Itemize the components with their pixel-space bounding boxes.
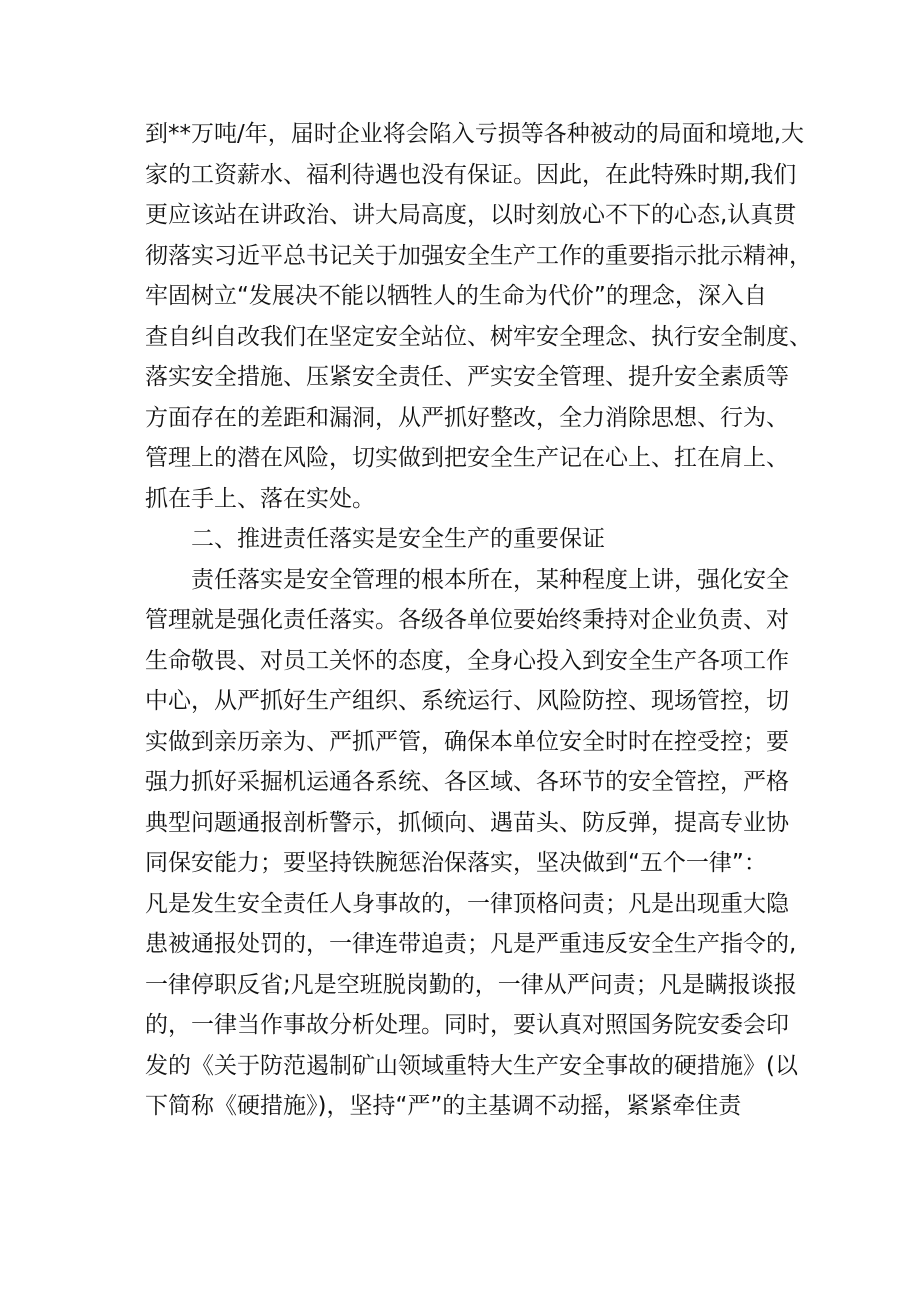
text-line: 彻落实习近平总书记关于加强安全生产工作的重要指示批示精神， [145, 242, 812, 269]
text-line: 发的《关于防范遏制矿山领域重特大生产安全事故的硬措施》(以 [145, 1052, 798, 1079]
text-line: 典型问题通报剖析警示，抓倾向、遇苗头、防反弹，提高专业协 [145, 809, 789, 836]
text-line: 下简称《硬措施》)，坚持“严”的主基调不动摇，紧紧牵住责 [145, 1093, 742, 1119]
document-body [145, 114, 812, 1127]
text-line: 实做到亲历亲为、严抓严管，确保本单位安全时时在控受控；要 [145, 728, 789, 755]
text-line: 抓在手上、落在实处。 [145, 485, 375, 512]
text-line: 凡是发生安全责任人身事故的，一律顶格问责；凡是出现重大隐 [145, 890, 789, 917]
text-line: 家的工资薪水、福利待遇也没有保证。因此，在此特殊时期,我们 [145, 161, 797, 188]
text-line: 同保安能力；要坚持铁腕惩治保落实，坚决做到“五个一律”： [145, 850, 767, 876]
text-line: 更应该站在讲政治、讲大局高度，以时刻放心不下的心态,认真贯 [145, 202, 797, 228]
text-line: 方面存在的差距和漏洞，从严抓好整改，全力消除思想、行为、 [145, 404, 789, 431]
text-line: 强力抓好采掘机运通各系统、各区域、各环节的安全管控，严格 [145, 769, 789, 795]
text-line: 中心，从严抓好生产组织、系统运行、风险防控、现场管控，切 [145, 688, 789, 714]
text-line: 牢固树立“发展决不能以牺牲人的生命为代价”的理念，深入自 [145, 283, 767, 309]
text-line: 查自纠自改我们在坚定安全站位、树牢安全理念、执行安全制度、 [145, 323, 812, 350]
text-line: 落实安全措施、压紧安全责任、严实安全管理、提升安全素质等 [145, 364, 789, 390]
text-line: 生命敬畏、对员工关怀的态度，全身心投入到安全生产各项工作 [145, 647, 789, 674]
text-line: 患被通报处罚的，一律连带追责；凡是严重违反安全生产指令的, [145, 931, 797, 957]
section-heading: 二、推进责任落实是安全生产的重要保证 [145, 526, 605, 552]
text-line: 管理上的潜在风险，切实做到把安全生产记在心上、扛在肩上、 [145, 445, 789, 471]
text-line: 到**万吨/年，届时企业将会陷入亏损等各种被动的局面和境地,大 [145, 121, 805, 147]
text-line: 一律停职反省;凡是空班脱岗勤的，一律从严问责；凡是瞒报谈报 [145, 971, 797, 998]
text-line: 管理就是强化责任落实。各级各单位要始终秉持对企业负责、对 [145, 607, 789, 633]
text-line: 责任落实是安全管理的根本所在，某种程度上讲，强化安全 [145, 566, 789, 593]
text-line: 的，一律当作事故分析处理。同时，要认真对照国务院安委会印 [145, 1012, 789, 1038]
